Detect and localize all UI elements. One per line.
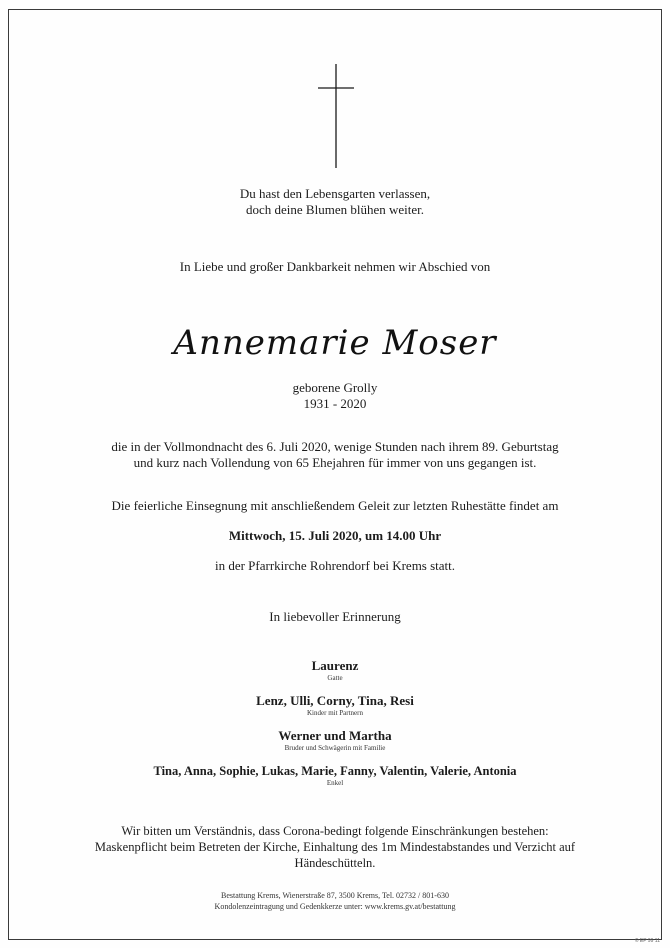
corona-notice	[0, 823, 670, 871]
mourner-names: Laurenz	[311, 658, 359, 673]
mourner-relation: Kinder mit Partnern	[307, 709, 363, 717]
deceased-details	[0, 380, 670, 412]
memory-text: In liebevoller Erinnerung	[269, 609, 401, 624]
form-code: © EP 99 11	[634, 938, 660, 944]
mourner-group	[0, 763, 670, 788]
mourner-names: Lenz, Ulli, Corny, Tina, Resi	[256, 693, 414, 708]
footer-address: Bestattung Krems, Wienerstraße 87, 3500 Krems, Tel. 02732 / 801-630	[221, 891, 449, 900]
mourner-names: Werner und Martha	[278, 728, 392, 743]
mourner-relation: Bruder und Schwägerin mit Familie	[284, 744, 386, 752]
deceased-name: Annemarie Moser	[173, 323, 497, 363]
quote	[0, 186, 670, 218]
death-notice	[0, 439, 670, 471]
ceremony-intro: Die feierliche Einsegnung mit anschließendem Geleit zur letzten Ruhestätte findet am	[111, 498, 559, 513]
ceremony-date: Mittwoch, 15. Juli 2020, um 14.00 Uhr	[228, 528, 442, 543]
birth-name: geborene Grolly	[292, 380, 378, 395]
mourner-names: Tina, Anna, Sophie, Lukas, Marie, Fanny, Valentin, Valerie, Antonia	[153, 764, 517, 778]
mourner-group	[0, 693, 670, 718]
mourner-relation: Enkel	[326, 779, 344, 787]
footer	[0, 890, 670, 912]
death-notice-line-2: und kurz nach Vollendung von 65 Ehejahren für immer von uns gegangen ist.	[133, 455, 537, 470]
footer-website: Kondolenzeintragung und Gedenkkerze unter: www.krems.gv.at/bestattung	[214, 902, 456, 911]
quote-line-1: Du hast den Lebensgarten verlassen,	[239, 186, 431, 201]
death-notice-line-1: die in der Vollmondnacht des 6. Juli 2020, wenige Stunden nach ihrem 89. Geburtstag	[111, 439, 559, 454]
ceremony-place: in der Pfarrkirche Rohrendorf bei Krems statt.	[214, 558, 456, 573]
intro-text: In Liebe und großer Dankbarkeit nehmen wir Abschied von	[179, 259, 491, 274]
mourner-group	[0, 728, 670, 753]
mourner-group	[0, 658, 670, 683]
life-years: 1931 - 2020	[303, 396, 367, 411]
corona-line-1: Wir bitten um Verständnis, dass Corona-bedingt folgende Einschränkungen bestehen:	[121, 824, 549, 838]
corona-line-3: Händeschütteln.	[294, 856, 376, 870]
quote-line-2: doch deine Blumen blühen weiter.	[246, 202, 424, 217]
corona-line-2: Maskenpflicht beim Betreten der Kirche, Einhaltung des 1m Mindestabstandes und Verzicht auf	[94, 840, 576, 854]
mourner-relation: Gatte	[327, 674, 343, 682]
cross-icon	[318, 64, 354, 168]
